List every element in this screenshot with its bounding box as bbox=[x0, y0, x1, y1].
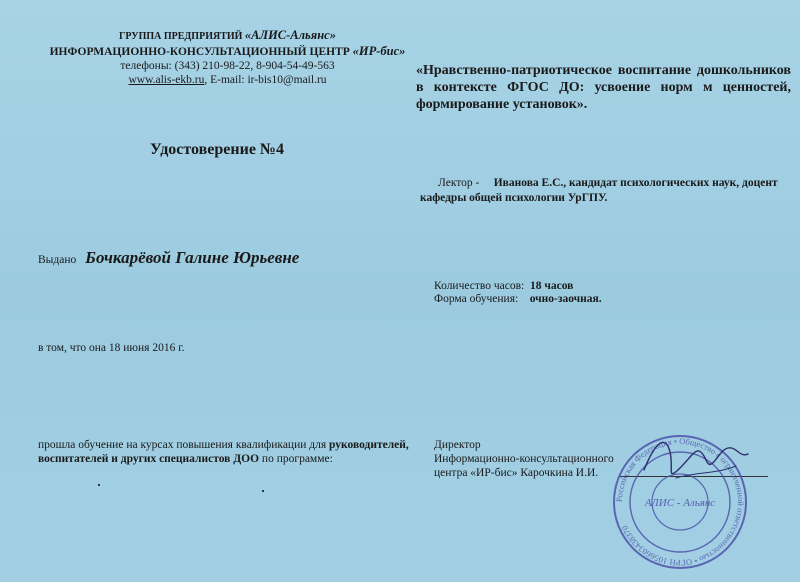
website-link[interactable]: www.alis-ekb.ru bbox=[128, 74, 205, 86]
recipient-name: Бочкарёвой Галине Юрьевне bbox=[85, 248, 300, 267]
dot-mark bbox=[98, 484, 100, 486]
header-block bbox=[40, 28, 415, 87]
director-org: Информационно-консультационного bbox=[434, 453, 614, 465]
signature-icon bbox=[636, 430, 756, 500]
audience-text: руководителей, воспитателей и других специалистов ДОО bbox=[38, 439, 409, 465]
hours-row bbox=[434, 280, 602, 293]
course-details bbox=[434, 280, 602, 306]
group-prefix: ГРУППА ПРЕДПРИЯТИЙ bbox=[119, 31, 243, 42]
form-value: очно-заочная. bbox=[529, 293, 602, 305]
email-text: , E-mail: ir-bis10@mail.ru bbox=[204, 74, 327, 86]
group-line bbox=[40, 28, 415, 44]
lecturer-name: Иванова Е.С., кандидат психологических наук, доцент кафедры общей психологии УрГПУ. bbox=[420, 177, 778, 204]
lecturer-label: Лектор - bbox=[438, 177, 480, 189]
stamp-ring-text: Российская Федерация • Общество с ограниченной ответственностью • ОГРН 1056603438370 bbox=[613, 435, 747, 569]
course-text: прошла обучение на курсах повышения квалификации для bbox=[38, 439, 330, 451]
center-name: «ИР-бис» bbox=[352, 44, 406, 58]
center-prefix: ИНФОРМАЦИОННО-КОНСУЛЬТАЦИОННЫЙ ЦЕНТР bbox=[49, 46, 350, 58]
director-name: центра «ИР-бис» Карочкина И.И. bbox=[434, 467, 599, 479]
certificate-title: Удостоверение №4 bbox=[150, 141, 285, 158]
issued-label: Выдано bbox=[38, 254, 77, 266]
dot-mark bbox=[262, 490, 264, 492]
contacts-line bbox=[40, 73, 415, 87]
form-label: Форма обучения: bbox=[434, 293, 519, 305]
course-description bbox=[38, 438, 418, 466]
phones: телефоны: (343) 210-98-22, 8-904-54-49-563 bbox=[120, 60, 335, 72]
issued-line bbox=[38, 248, 299, 268]
program-suffix: по программе: bbox=[259, 453, 333, 465]
date-line: в том, что она 18 июня 2016 г. bbox=[38, 342, 185, 354]
hours-value: 18 часов bbox=[530, 280, 574, 292]
group-name: «АЛИС-Альянс» bbox=[244, 28, 336, 42]
stamp-center-text: АЛИС - Альянс bbox=[644, 497, 716, 509]
program-title: «Нравственно-патриотическое воспитание дошкольников в контексте ФГОС ДО: усвоение норм м ценностей, формирование установок». bbox=[416, 63, 791, 112]
center-line bbox=[40, 44, 415, 59]
director-title: Директор bbox=[434, 439, 481, 451]
form-row bbox=[434, 293, 602, 306]
hours-label: Количество часов: bbox=[434, 280, 525, 292]
lecturer-block bbox=[420, 176, 790, 206]
